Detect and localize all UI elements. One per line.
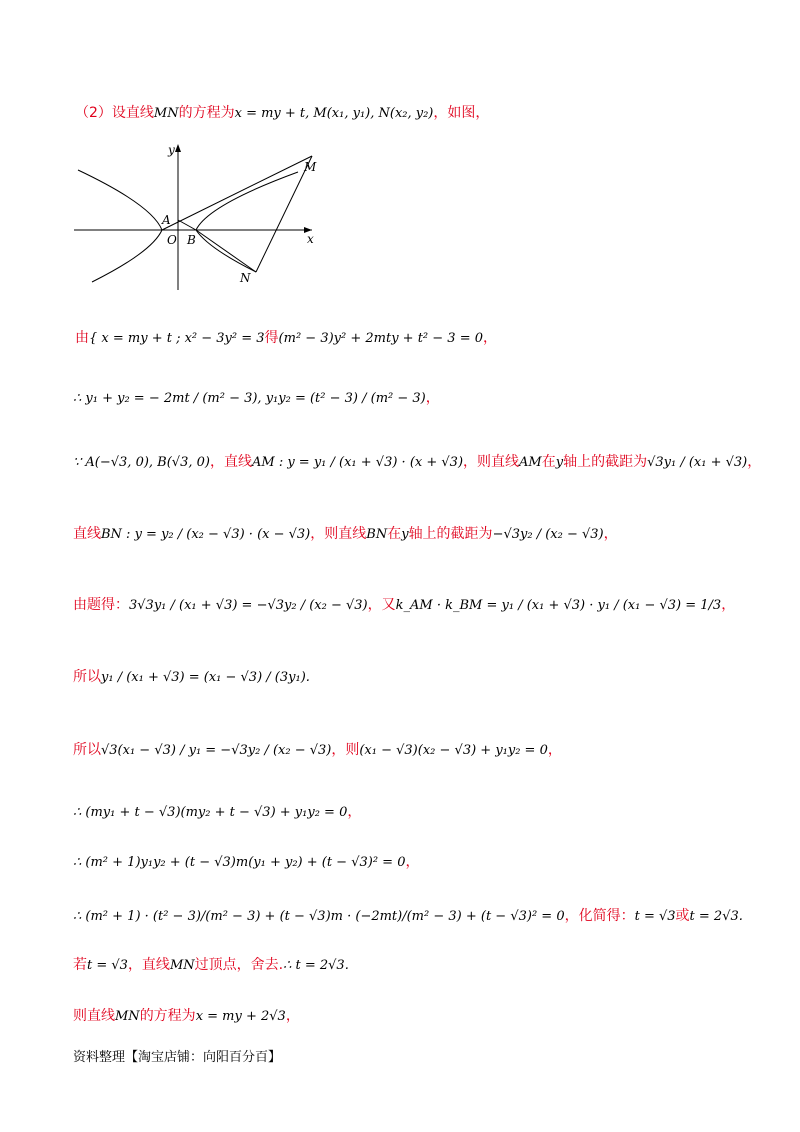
cn-text: ， bbox=[347, 804, 362, 820]
cn-text: 所以 bbox=[73, 669, 101, 685]
math-expression: √3y₁ / (x₁ + √3) bbox=[647, 455, 748, 470]
text-line bbox=[75, 103, 489, 124]
math-expression: MN bbox=[169, 958, 195, 973]
cn-text: 得 bbox=[264, 330, 279, 346]
math-expression: MN bbox=[153, 106, 179, 121]
x-axis-label: x bbox=[307, 232, 314, 246]
cn-text: 所以 bbox=[73, 742, 101, 758]
cn-text: 由题得： bbox=[73, 597, 129, 613]
text-line bbox=[73, 388, 440, 409]
point-M-label: M bbox=[304, 160, 317, 174]
math-expression: . bbox=[305, 670, 310, 685]
math-expression: ∵ A(−√3, 0), B(√3, 0) bbox=[73, 455, 210, 470]
math-expression: t = √3 bbox=[87, 958, 128, 973]
cn-text: ，则直线 bbox=[463, 454, 520, 470]
math-expression: ∴ (m² + 1) · (t² − 3)/(m² − 3) + (t − √3)m · (−2mt)/(m² − 3) + (t − √3)² = 0 bbox=[73, 909, 565, 924]
math-expression: y bbox=[401, 527, 409, 542]
cn-text: ， bbox=[603, 526, 618, 542]
text-line bbox=[73, 595, 735, 616]
point-N-label: N bbox=[240, 271, 251, 285]
text-line bbox=[75, 328, 497, 349]
math-expression: MN bbox=[115, 1009, 140, 1024]
cn-text: ，则 bbox=[331, 742, 360, 758]
text-line bbox=[73, 1006, 300, 1027]
cn-text: （2）设直线 bbox=[75, 105, 154, 121]
cn-text: 则直线 bbox=[73, 1008, 115, 1024]
line-BN bbox=[196, 230, 256, 272]
cn-text: ，直线 bbox=[209, 454, 252, 470]
text-line bbox=[73, 906, 743, 927]
math-expression: AM bbox=[519, 455, 542, 470]
text-line bbox=[73, 802, 361, 823]
cn-text: ， bbox=[483, 330, 497, 346]
math-expression: . bbox=[344, 958, 349, 973]
footer-credit: 资料整理【淘宝店铺：向阳百分百】 bbox=[73, 1050, 282, 1065]
cn-text: 过顶点，舍去. bbox=[194, 957, 284, 973]
math-expression: √3(x₁ − √3) / y₁ = −√3y₂ / (x₂ − √3) bbox=[101, 743, 332, 758]
text-line bbox=[73, 452, 761, 473]
hyperbola-right-branch bbox=[196, 172, 298, 272]
cn-text: 的方程为 bbox=[139, 1008, 196, 1024]
cn-text: ，化简得： bbox=[564, 908, 635, 924]
math-expression: { x = my + t ; x² − 3y² = 3 bbox=[89, 331, 265, 346]
point-B-label: B bbox=[187, 233, 196, 247]
cn-text: 轴上的截距为 bbox=[563, 454, 648, 470]
point-A-label: A bbox=[162, 213, 171, 227]
origin-label: O bbox=[167, 233, 177, 247]
text-line bbox=[73, 524, 618, 545]
cn-text: 在 bbox=[387, 526, 402, 542]
cn-text: 或 bbox=[675, 908, 690, 924]
cn-text: 由 bbox=[75, 330, 89, 346]
math-expression: x = my + t, M(x₁, y₁), N(x₂, y₂) bbox=[234, 106, 434, 121]
cn-text: ， bbox=[425, 390, 440, 406]
math-expression: BN : y = y₂ / (x₂ − √3) · (x − √3) bbox=[101, 527, 311, 542]
cn-text: 轴上的截距为 bbox=[408, 526, 493, 542]
math-expression: y₁ / (x₁ + √3) = (x₁ − √3) / (3y₁) bbox=[101, 670, 306, 685]
math-expression: 3√3y₁ / (x₁ + √3) = −√3y₂ / (x₂ − √3) bbox=[129, 598, 368, 613]
math-expression: ∴ (my₁ + t − √3)(my₂ + t − √3) + y₁y₂ = 0 bbox=[73, 805, 348, 820]
line-AM bbox=[162, 156, 312, 230]
text-line bbox=[73, 955, 349, 976]
math-expression: AM : y = y₁ / (x₁ + √3) · (x + √3) bbox=[251, 455, 464, 470]
math-expression: (x₁ − √3)(x₂ − √3) + y₁y₂ = 0 bbox=[359, 743, 548, 758]
math-expression: . bbox=[738, 909, 743, 924]
math-expression: k_AM · k_BM = y₁ / (x₁ + √3) · y₁ / (x₁ − √3) = 1/3 bbox=[395, 598, 722, 613]
cn-text: ，如图， bbox=[433, 105, 490, 121]
math-expression: −√3y₂ / (x₂ − √3) bbox=[492, 527, 604, 542]
cn-text: ，直线 bbox=[127, 957, 170, 973]
cn-text: 若 bbox=[73, 957, 87, 973]
math-expression: ∴ y₁ + y₂ = − 2mt / (m² − 3), y₁y₂ = (t² − 3) / (m² − 3) bbox=[73, 391, 426, 406]
math-expression: ∴ (m² + 1)y₁y₂ + (t − √3)m(y₁ + y₂) + (t − √3)² = 0 bbox=[73, 855, 406, 870]
cn-text: ， bbox=[405, 854, 420, 870]
math-expression: BN bbox=[366, 527, 388, 542]
cn-text: ， bbox=[547, 742, 562, 758]
cn-text: 直线 bbox=[73, 526, 101, 542]
text-line bbox=[73, 667, 310, 688]
math-expression: x = my + 2√3 bbox=[195, 1009, 286, 1024]
math-expression: y bbox=[555, 455, 564, 470]
hyperbola-left-branch bbox=[78, 170, 162, 282]
y-axis-label: y bbox=[168, 143, 175, 157]
cn-text: ，则直线 bbox=[310, 526, 367, 542]
cn-text: ， bbox=[747, 454, 762, 470]
cn-text: ， bbox=[721, 597, 736, 613]
math-expression: t = √3 bbox=[634, 909, 676, 924]
cn-text: ，又 bbox=[367, 597, 396, 613]
math-expression: t = 2√3 bbox=[689, 909, 739, 924]
line-A-vertex bbox=[178, 220, 196, 230]
cn-text: 在 bbox=[541, 454, 556, 470]
text-line bbox=[73, 852, 419, 873]
cn-text: 的方程为 bbox=[178, 105, 235, 121]
math-expression: (m² − 3)y² + 2mty + t² − 3 = 0 bbox=[278, 331, 483, 346]
y-axis-arrow bbox=[175, 144, 181, 152]
text-line bbox=[73, 740, 562, 761]
hyperbola-figure bbox=[72, 140, 332, 290]
math-expression: ∴ t = 2√3 bbox=[283, 958, 345, 973]
cn-text: ， bbox=[285, 1008, 300, 1024]
